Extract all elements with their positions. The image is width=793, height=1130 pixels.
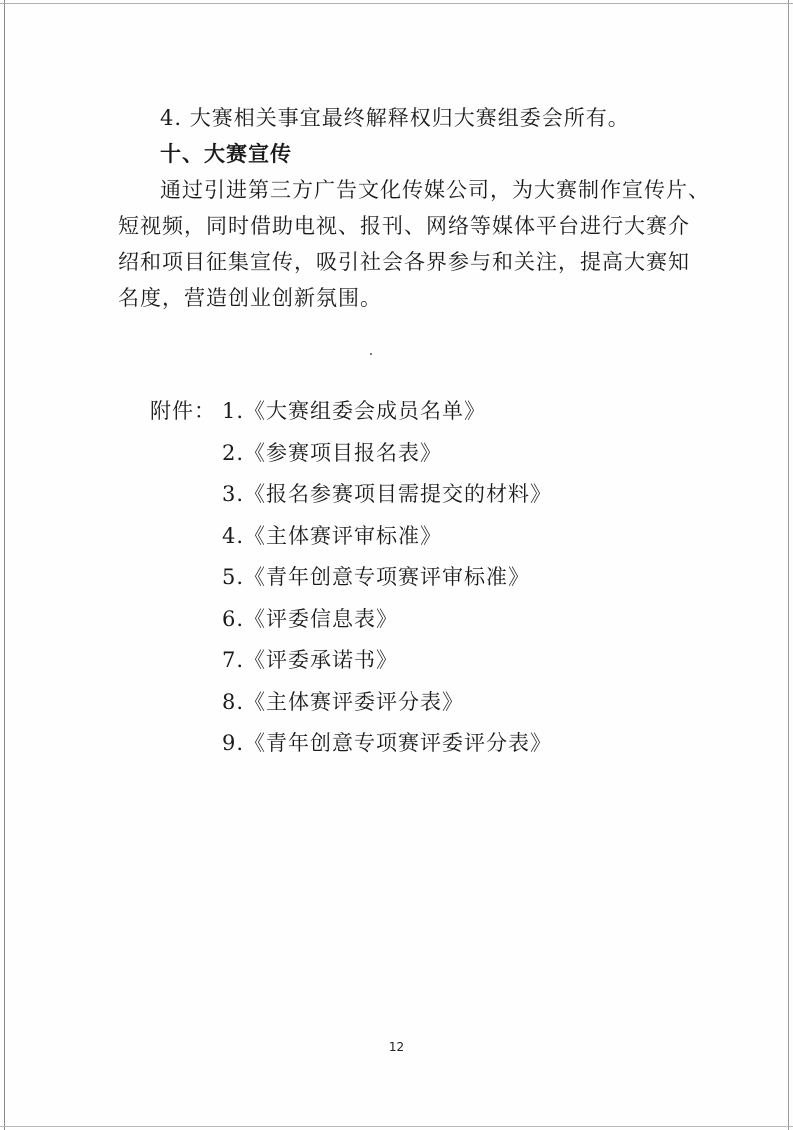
document-body <box>118 100 710 316</box>
attachment-row <box>150 435 710 477</box>
page-number: 12 <box>388 1040 405 1054</box>
attachment-item: 3.《报名参赛项目需提交的材料》 <box>222 482 553 506</box>
scan-edge-right <box>788 0 789 1130</box>
attachment-row <box>150 476 710 518</box>
scan-speck <box>370 353 372 355</box>
attachment-item: 8.《主体赛评委评分表》 <box>222 689 465 714</box>
attachment-item: 9.《青年创意专项赛评委评分表》 <box>222 731 553 755</box>
attachments-label: 附件： <box>150 399 216 423</box>
attachment-row <box>150 601 710 643</box>
rule-item-4: 4. 大赛相关事宜最终解释权归大赛组委会所有。 <box>160 106 630 130</box>
scan-edge-left <box>4 0 5 1130</box>
attachment-item: 4.《主体赛评审标准》 <box>222 523 443 548</box>
attachment-item: 5.《青年创意专项赛评审标准》 <box>222 565 531 589</box>
paragraph-line: 名度，营造创业创新氛围。 <box>118 286 382 310</box>
section-heading: 十、大赛宣传 <box>160 142 292 166</box>
paragraph-line: 通过引进第三方广告文化传媒公司，为大赛制作宣传片、 <box>160 178 710 202</box>
attachment-row <box>150 559 710 601</box>
attachment-row <box>150 684 710 726</box>
paragraph-line: 短视频，同时借助电视、报刊、网络等媒体平台进行大赛介 <box>118 214 690 238</box>
scan-edge-bottom <box>0 1126 793 1127</box>
attachment-row <box>150 518 710 560</box>
attachment-item: 7.《评委承诺书》 <box>222 648 399 672</box>
attachment-row <box>150 642 710 684</box>
attachment-item: 1.《大赛组委会成员名单》 <box>222 399 487 423</box>
attachment-item: 6.《评委信息表》 <box>222 606 399 631</box>
scan-edge-top <box>0 3 793 4</box>
attachment-row <box>150 725 710 767</box>
attachment-row <box>150 393 710 435</box>
paragraph-line: 绍和项目征集宣传，吸引社会各界参与和关注，提高大赛知 <box>118 250 690 274</box>
attachment-item: 2.《参赛项目报名表》 <box>222 440 443 465</box>
attachments-list <box>150 393 710 767</box>
